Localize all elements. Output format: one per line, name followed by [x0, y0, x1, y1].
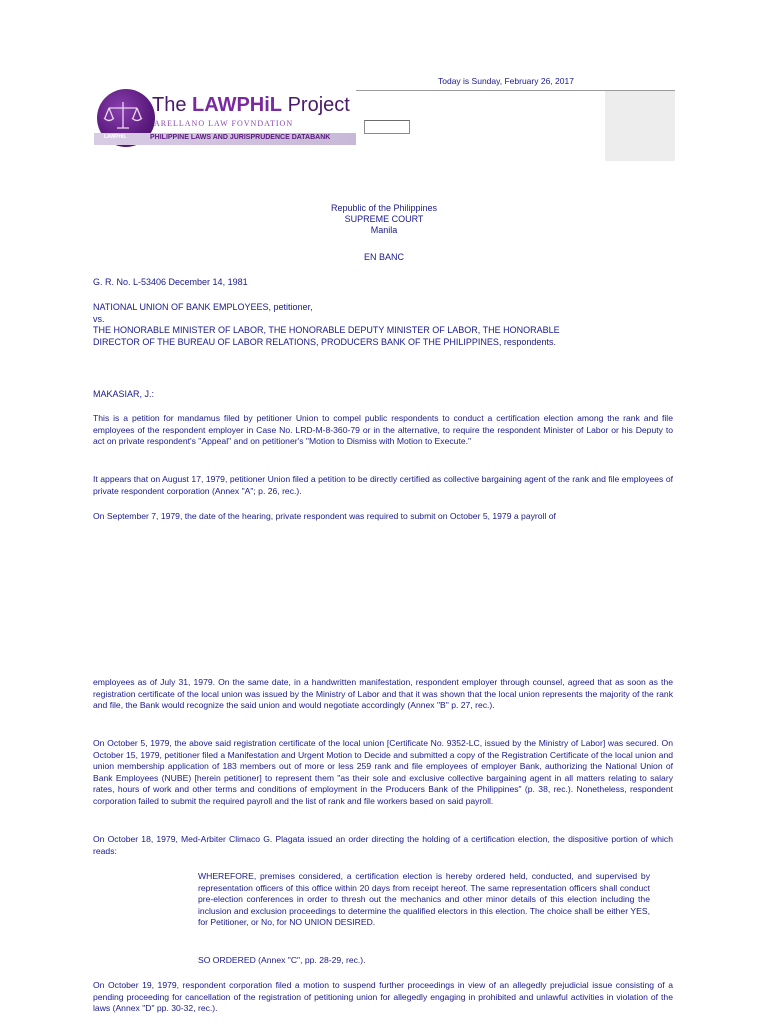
case-respondents-line1: THE HONORABLE MINISTER OF LABOR, THE HONORABLE DEPUTY MINISTER OF LABOR, THE HONORABLE: [93, 325, 560, 335]
logo-title: The LAWPHiL Project: [152, 94, 350, 116]
quote-so-ordered: SO ORDERED (Annex "C", pp. 28-29, rec.).: [198, 955, 366, 965]
paragraph-1: This is a petition for mandamus filed by petitioner Union to compel public respondents to conduct a certification election among the rank and file employees of the respondent employer in Case No. LRD-M-8-360-79 or in the alternative, to require the respondent Minister of Labor or his Deputy to act on private respondent's "Appeal" and on petitioner's "Motion to Dismiss with Motion to Execute.": [93, 413, 673, 447]
court-heading: [0, 203, 768, 236]
ponente: MAKASIAR, J.:: [93, 389, 155, 399]
case-petitioner: NATIONAL UNION OF BANK EMPLOYEES, petitioner,: [93, 302, 313, 312]
court-location: Manila: [370, 225, 398, 235]
paragraph-6: On October 18, 1979, Med-Arbiter Climaco G. Plagata issued an order directing the holding of a certification election, the dispositive portion of which reads:: [93, 834, 673, 856]
header-ad-placeholder: [605, 91, 675, 161]
paragraph-3: On September 7, 1979, the date of the hearing, private respondent was required to submit on October 5, 1979 a payroll of: [93, 511, 556, 521]
case-number: G. R. No. L-53406 December 14, 1981: [93, 277, 248, 287]
paragraph-5: On October 5, 1979, the above said registration certificate of the local union [Certificate No. 9352-LC, issued by the Ministry of Labor] was secured. On October 15, 1979, petitioner filed a Manifestation and Urgent Motion to Decide and submitted a copy of the Registration Certificate of the local union and union membership application of 183 members out of more or less 259 rank and file employees of employer Bank, authorizing the National Union of Bank Employees (NUBE) [herein petitioner] to represent them "as their sole and exclusive collective bargaining agent in all matters relating to salary rates, hours of work and other terms and conditions of employment in the Producers Bank of the Philippines" (p. 38, rec.). Nonetheless, respondent corporation failed to submit the required payroll and the list of rank and file workers based on said payroll.: [93, 738, 673, 806]
logo-subtitle: ARELLANO LAW FOVNDATION: [154, 119, 294, 128]
paragraph-4: employees as of July 31, 1979. On the same date, in a handwritten manifestation, respondent employer through counsel, agreed that as soon as the registration certificate of the local union was issued by the Ministry of Labor and that it was shown that the local union represents the majority of the rank and file, the Bank would recognize the said union and would negotiate accordingly (Annex "B" p. 27, rec.).: [93, 677, 673, 711]
court-division: EN BANC: [363, 252, 404, 262]
logo-tag: LAWPHiL: [104, 134, 127, 140]
paragraph-7: On October 19, 1979, respondent corporation filed a motion to suspend further proceedings in view of an allegedly prejudicial issue consisting of a pending proceeding for cancellation of the registration of petitioning union for allegedly engaging in prohibited and unlawful activities in violation of the laws (Annex "D" pp. 30-32, rec.).: [93, 980, 673, 1014]
paragraph-2: It appears that on August 17, 1979, petitioner Union filed a petition to be directly certified as collective bargaining agent of the rank and file employees of private respondent corporation (Annex "A"; p. 26, rec.).: [93, 474, 673, 496]
current-date: Today is Sunday, February 26, 2017: [438, 76, 574, 86]
court-name: SUPREME COURT: [344, 214, 424, 224]
case-respondents-line2: DIRECTOR OF THE BUREAU OF LABOR RELATIONS, PRODUCERS BANK OF THE PHILIPPINES, respondents.: [93, 337, 556, 347]
court-country: Republic of the Philippines: [330, 203, 438, 213]
quote-order: WHEREFORE, premises considered, a certification election is hereby ordered held, conducted, and supervised by representation officers of this office within 20 days from receipt hereof. The same representation officers shall conduct pre-election conferences in order to thresh out the mechanics and other minor details of this election including the inclusion and exclusion proceedings to determine the qualified electors in this election. The choice shall be either YES, for Petitioner, or No, for NO UNION DESIRED.: [198, 871, 650, 928]
case-vs: vs.: [93, 314, 105, 324]
logo-banner: PHILIPPINE LAWS AND JURISPRUDENCE DATABANK: [94, 133, 356, 145]
lawphil-logo[interactable]: [94, 88, 356, 148]
search-input[interactable]: [364, 120, 410, 134]
